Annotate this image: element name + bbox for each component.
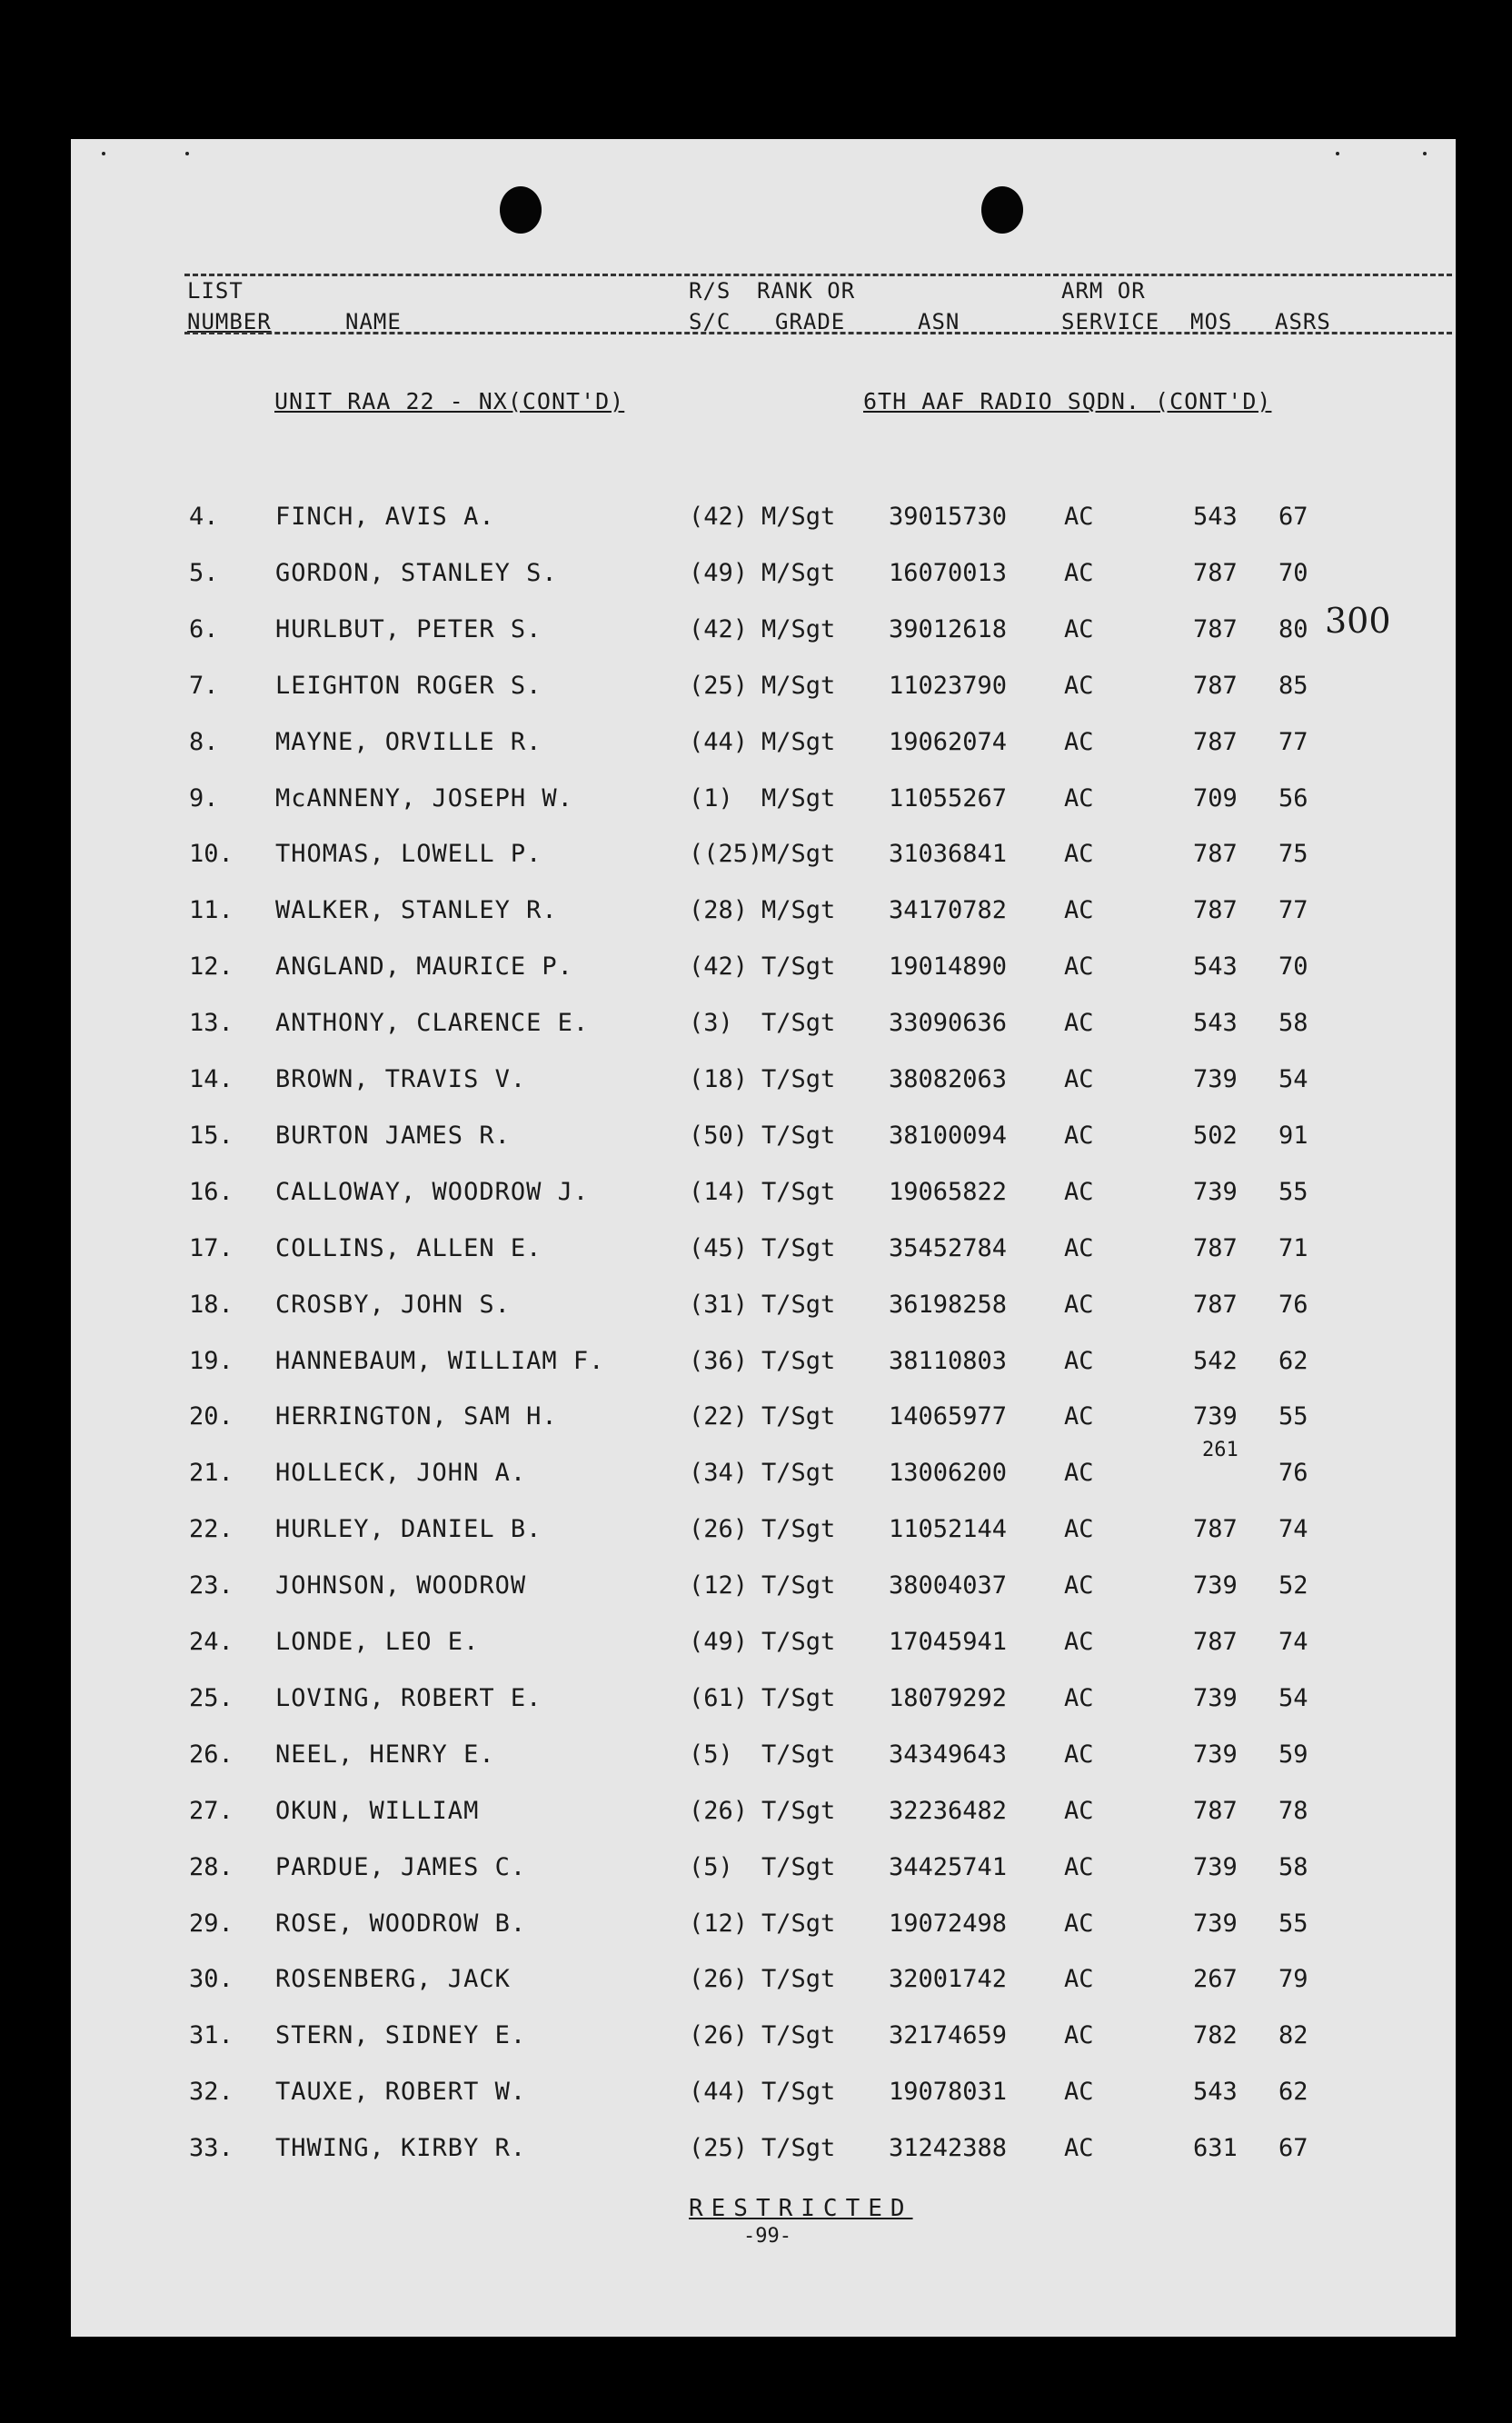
cell-name: JOHNSON, WOODROW	[275, 1571, 527, 1600]
cell-name: THOMAS, LOWELL P.	[275, 840, 542, 869]
cell-asn: 38110803	[889, 1346, 1008, 1375]
cell-arm: AC	[1064, 1121, 1094, 1150]
table-row	[71, 1225, 1456, 1281]
cell-asn: 34425741	[889, 1852, 1008, 1881]
cell-grade: M/Sgt	[761, 783, 836, 813]
cell-grade: M/Sgt	[761, 558, 836, 587]
cell-arm: AC	[1064, 896, 1094, 925]
table-row	[71, 1788, 1456, 1844]
cell-arm: AC	[1064, 727, 1094, 756]
restricted-label: RESTRICTED	[689, 2195, 913, 2222]
cell-no: 20.	[189, 1402, 234, 1431]
cell-no: 17.	[189, 1233, 234, 1262]
cell-arm: AC	[1064, 558, 1094, 587]
cell-no: 31.	[189, 2021, 234, 2050]
cell-no: 10.	[189, 840, 234, 869]
cell-mos: 739	[1193, 1571, 1238, 1600]
cell-no: 7.	[189, 671, 219, 700]
cell-rs: (3)	[689, 1009, 733, 1038]
cell-grade: T/Sgt	[761, 1233, 836, 1262]
cell-arm: AC	[1064, 503, 1094, 531]
cell-no: 29.	[189, 1909, 234, 1938]
cell-rs: (31)	[689, 1290, 749, 1319]
table-row	[71, 494, 1456, 550]
table-row	[71, 1450, 1456, 1506]
cell-arm: AC	[1064, 2134, 1094, 2163]
cell-arm: AC	[1064, 1346, 1094, 1375]
cell-name: GORDON, STANLEY S.	[275, 558, 558, 587]
cell-grade: T/Sgt	[761, 2134, 836, 2163]
cell-no: 19.	[189, 1346, 234, 1375]
cell-rs: (61)	[689, 1683, 749, 1712]
header-list-number: LIST NUMBER	[187, 278, 272, 334]
speck	[1336, 152, 1339, 155]
cell-mos: 787	[1193, 896, 1238, 925]
cell-asn: 31242388	[889, 2134, 1008, 2163]
cell-grade: T/Sgt	[761, 1515, 836, 1544]
cell-mos: 543	[1193, 2078, 1238, 2107]
cell-asn: 36198258	[889, 1290, 1008, 1319]
cell-asrs: 54	[1278, 1065, 1308, 1093]
table-row	[71, 719, 1456, 775]
cell-rs: (25)	[689, 671, 749, 700]
cell-rs: (5)	[689, 1852, 733, 1881]
cell-mos: 739	[1193, 1065, 1238, 1093]
cell-asrs: 52	[1278, 1571, 1308, 1600]
cell-rs: (42)	[689, 503, 749, 531]
cell-mos: 267	[1193, 1965, 1238, 1994]
speck	[1423, 152, 1427, 155]
cell-asrs: 77	[1278, 896, 1308, 925]
table-row	[71, 606, 1456, 663]
table-row	[71, 1619, 1456, 1675]
cell-rs: (49)	[689, 1628, 749, 1656]
cell-asn: 11023790	[889, 671, 1008, 700]
cell-no: 11.	[189, 896, 234, 925]
header-mos: MOS	[1190, 309, 1233, 334]
cell-mos: 787	[1193, 614, 1238, 643]
table-row	[71, 1338, 1456, 1394]
cell-arm: AC	[1064, 1852, 1094, 1881]
cell-mos: 739	[1193, 1683, 1238, 1712]
cell-no: 26.	[189, 1740, 234, 1769]
cell-grade: T/Sgt	[761, 1628, 836, 1656]
cell-asrs: 85	[1278, 671, 1308, 700]
cell-no: 28.	[189, 1852, 234, 1881]
cell-name: ROSENBERG, JACK	[275, 1965, 511, 1994]
table-row	[71, 2012, 1456, 2069]
table-row	[71, 1506, 1456, 1562]
cell-asn: 32001742	[889, 1965, 1008, 1994]
table-row	[71, 2125, 1456, 2181]
cell-asn: 19014890	[889, 952, 1008, 982]
cell-name: LEIGHTON ROGER S.	[275, 671, 542, 700]
cell-rs: (36)	[689, 1346, 749, 1375]
cell-grade: M/Sgt	[761, 727, 836, 756]
table-row	[71, 887, 1456, 943]
table-row	[71, 775, 1456, 832]
cell-asrs: 54	[1278, 1683, 1308, 1712]
header-name: NAME	[345, 309, 402, 334]
cell-name: FINCH, AVIS A.	[275, 503, 495, 531]
cell-no: 21.	[189, 1459, 234, 1488]
cell-mos: 787	[1193, 727, 1238, 756]
cell-asn: 39015730	[889, 503, 1008, 531]
cell-no: 23.	[189, 1571, 234, 1600]
cell-asrs: 74	[1278, 1628, 1308, 1656]
cell-asrs: 62	[1278, 2078, 1308, 2107]
cell-name: ROSE, WOODROW B.	[275, 1909, 527, 1938]
cell-mos: 787	[1193, 671, 1238, 700]
cell-mos: 542	[1193, 1346, 1238, 1375]
margin-note: 300	[1325, 601, 1391, 641]
document-page	[71, 139, 1456, 2337]
cell-grade: T/Sgt	[761, 1009, 836, 1038]
cell-name: McANNENY, JOSEPH W.	[275, 783, 573, 813]
cell-rs: (49)	[689, 558, 749, 587]
cell-grade: M/Sgt	[761, 840, 836, 869]
cell-grade: T/Sgt	[761, 1796, 836, 1825]
cell-mos: 543	[1193, 952, 1238, 982]
cell-arm: AC	[1064, 1796, 1094, 1825]
cell-no: 13.	[189, 1009, 234, 1038]
cell-arm: AC	[1064, 1740, 1094, 1769]
page-number: -99-	[743, 2225, 791, 2248]
cell-mos: 709	[1193, 783, 1238, 813]
cell-name: HERRINGTON, SAM H.	[275, 1402, 558, 1431]
cell-asn: 38082063	[889, 1065, 1008, 1093]
cell-grade: T/Sgt	[761, 1177, 836, 1206]
cell-asrs: 91	[1278, 1121, 1308, 1150]
cell-no: 12.	[189, 952, 234, 982]
cell-name: HURLBUT, PETER S.	[275, 614, 542, 643]
squadron-title: 6TH AAF RADIO SQDN. (CONT'D)	[863, 388, 1272, 414]
cell-grade: M/Sgt	[761, 503, 836, 531]
cell-grade: T/Sgt	[761, 1852, 836, 1881]
cell-name: COLLINS, ALLEN E.	[275, 1233, 542, 1262]
cell-name: HOLLECK, JOHN A.	[275, 1459, 527, 1488]
cell-asn: 14065977	[889, 1402, 1008, 1431]
cell-rs: (44)	[689, 2078, 749, 2107]
cell-grade: M/Sgt	[761, 896, 836, 925]
table-row	[71, 1956, 1456, 2012]
cell-asrs: 58	[1278, 1852, 1308, 1881]
cell-grade: T/Sgt	[761, 1683, 836, 1712]
table-row	[71, 831, 1456, 887]
cell-arm: AC	[1064, 614, 1094, 643]
cell-mos: 739	[1193, 1740, 1238, 1769]
speck	[185, 152, 189, 155]
cell-rs: (28)	[689, 896, 749, 925]
table-row	[71, 1731, 1456, 1788]
cell-rs: (42)	[689, 614, 749, 643]
cell-asn: 35452784	[889, 1233, 1008, 1262]
header-asn: ASN	[918, 309, 960, 334]
cell-no: 33.	[189, 2134, 234, 2163]
table-row	[71, 1056, 1456, 1112]
cell-rs: (18)	[689, 1065, 749, 1093]
cell-rs: (12)	[689, 1909, 749, 1938]
cell-asn: 19062074	[889, 727, 1008, 756]
cell-arm: AC	[1064, 671, 1094, 700]
table-row	[71, 1562, 1456, 1619]
cell-asrs: 55	[1278, 1177, 1308, 1206]
cell-no: 15.	[189, 1121, 234, 1150]
cell-asrs: 67	[1278, 503, 1308, 531]
cell-asrs: 77	[1278, 727, 1308, 756]
cell-grade: T/Sgt	[761, 1459, 836, 1488]
cell-asn: 13006200	[889, 1459, 1008, 1488]
cell-name: ANGLAND, MAURICE P.	[275, 952, 573, 982]
cell-asrs: 58	[1278, 1009, 1308, 1038]
cell-name: NEEL, HENRY E.	[275, 1740, 495, 1769]
cell-asn: 16070013	[889, 558, 1008, 587]
cell-rs: (42)	[689, 952, 749, 982]
cell-mos: 739	[1193, 1402, 1238, 1431]
cell-asn: 11052144	[889, 1515, 1008, 1544]
cell-name: CROSBY, JOHN S.	[275, 1290, 511, 1319]
cell-rs: (45)	[689, 1233, 749, 1262]
cell-rs: (1)	[689, 783, 733, 813]
cell-asrs: 82	[1278, 2021, 1308, 2050]
cell-name: MAYNE, ORVILLE R.	[275, 727, 542, 756]
cell-asn: 18079292	[889, 1683, 1008, 1712]
table-row	[71, 2069, 1456, 2125]
cell-name: STERN, SIDNEY E.	[275, 2021, 527, 2050]
header-rule-bottom	[184, 332, 1452, 334]
cell-arm: AC	[1064, 840, 1094, 869]
cell-asrs: 79	[1278, 1965, 1308, 1994]
cell-grade: T/Sgt	[761, 1065, 836, 1093]
cell-asrs: 67	[1278, 2134, 1308, 2163]
cell-no: 14.	[189, 1065, 234, 1093]
table-row	[71, 1675, 1456, 1731]
cell-arm: AC	[1064, 2021, 1094, 2050]
cell-mos: 739	[1193, 1177, 1238, 1206]
cell-name: LONDE, LEO E.	[275, 1628, 480, 1656]
cell-rs: (26)	[689, 1515, 749, 1544]
cell-no: 4.	[189, 503, 219, 531]
cell-arm: AC	[1064, 1065, 1094, 1093]
cell-asrs: 76	[1278, 1459, 1308, 1488]
cell-mos: 787	[1193, 1628, 1238, 1656]
cell-name: BROWN, TRAVIS V.	[275, 1065, 527, 1093]
cell-asn: 19072498	[889, 1909, 1008, 1938]
cell-arm: AC	[1064, 1571, 1094, 1600]
cell-name: CALLOWAY, WOODROW J.	[275, 1177, 590, 1206]
cell-no: 18.	[189, 1290, 234, 1319]
cell-name: WALKER, STANLEY R.	[275, 896, 558, 925]
cell-mos: 782	[1193, 2021, 1238, 2050]
cell-mos: 739	[1193, 1852, 1238, 1881]
cell-grade: T/Sgt	[761, 1290, 836, 1319]
cell-asrs: 55	[1278, 1909, 1308, 1938]
cell-name: OKUN, WILLIAM	[275, 1796, 480, 1825]
table-row	[71, 1000, 1456, 1056]
cell-asrs: 71	[1278, 1233, 1308, 1262]
cell-rs: (25)	[689, 2134, 749, 2163]
cell-asn: 17045941	[889, 1628, 1008, 1656]
cell-asrs: 80	[1278, 614, 1308, 643]
cell-mos: 502	[1193, 1121, 1238, 1150]
cell-grade: M/Sgt	[761, 614, 836, 643]
cell-name: THWING, KIRBY R.	[275, 2134, 527, 2163]
cell-asn: 32236482	[889, 1796, 1008, 1825]
cell-asn: 34349643	[889, 1740, 1008, 1769]
cell-no: 32.	[189, 2078, 234, 2107]
cell-no: 24.	[189, 1628, 234, 1656]
cell-grade: T/Sgt	[761, 1571, 836, 1600]
cell-asrs: 74	[1278, 1515, 1308, 1544]
cell-rs: (12)	[689, 1571, 749, 1600]
handwritten-mos-note: 261	[1202, 1439, 1238, 1461]
cell-arm: AC	[1064, 1683, 1094, 1712]
table-row	[71, 1112, 1456, 1169]
cell-grade: T/Sgt	[761, 1402, 836, 1431]
cell-no: 22.	[189, 1515, 234, 1544]
cell-grade: T/Sgt	[761, 1740, 836, 1769]
cell-name: TAUXE, ROBERT W.	[275, 2078, 527, 2107]
header-rs-sc: R/S S/C	[689, 278, 731, 334]
cell-rs: (26)	[689, 2021, 749, 2050]
cell-grade: T/Sgt	[761, 2078, 836, 2107]
cell-name: PARDUE, JAMES C.	[275, 1852, 527, 1881]
cell-no: 8.	[189, 727, 219, 756]
cell-no: 9.	[189, 783, 219, 813]
cell-rs: (26)	[689, 1796, 749, 1825]
cell-asrs: 76	[1278, 1290, 1308, 1319]
cell-arm: AC	[1064, 783, 1094, 813]
cell-mos: 787	[1193, 1290, 1238, 1319]
cell-no: 6.	[189, 614, 219, 643]
cell-asn: 33090636	[889, 1009, 1008, 1038]
cell-rs: (14)	[689, 1177, 749, 1206]
cell-arm: AC	[1064, 1628, 1094, 1656]
table-row	[71, 1844, 1456, 1900]
cell-asn: 19078031	[889, 2078, 1008, 2107]
cell-no: 27.	[189, 1796, 234, 1825]
cell-mos: 787	[1193, 1515, 1238, 1544]
cell-arm: AC	[1064, 1177, 1094, 1206]
cell-name: HANNEBAUM, WILLIAM F.	[275, 1346, 605, 1375]
cell-name: BURTON JAMES R.	[275, 1121, 511, 1150]
cell-asn: 38100094	[889, 1121, 1008, 1150]
cell-grade: T/Sgt	[761, 2021, 836, 2050]
cell-arm: AC	[1064, 1909, 1094, 1938]
cell-mos: 787	[1193, 558, 1238, 587]
cell-asn: 34170782	[889, 896, 1008, 925]
cell-mos: 543	[1193, 1009, 1238, 1038]
cell-asrs: 59	[1278, 1740, 1308, 1769]
punch-hole-left	[500, 186, 542, 234]
punch-hole-right	[981, 186, 1023, 234]
cell-mos: 739	[1193, 1909, 1238, 1938]
cell-asn: 19065822	[889, 1177, 1008, 1206]
header-arm-service: ARM OR SERVICE	[1061, 278, 1160, 334]
cell-asrs: 62	[1278, 1346, 1308, 1375]
cell-asn: 38004037	[889, 1571, 1008, 1600]
cell-name: LOVING, ROBERT E.	[275, 1683, 542, 1712]
cell-grade: M/Sgt	[761, 671, 836, 700]
cell-grade: T/Sgt	[761, 1121, 836, 1150]
cell-asrs: 70	[1278, 558, 1308, 587]
cell-grade: T/Sgt	[761, 1346, 836, 1375]
cell-asrs: 78	[1278, 1796, 1308, 1825]
header-rank-grade: RANK OR GRADE	[757, 278, 856, 334]
cell-asrs: 75	[1278, 840, 1308, 869]
table-row	[71, 1169, 1456, 1225]
table-row	[71, 663, 1456, 719]
cell-rs: (26)	[689, 1965, 749, 1994]
cell-asn: 11055267	[889, 783, 1008, 813]
cell-mos: 787	[1193, 1796, 1238, 1825]
cell-no: 5.	[189, 558, 219, 587]
cell-rs: (44)	[689, 727, 749, 756]
cell-asrs: 56	[1278, 783, 1308, 813]
cell-arm: AC	[1064, 1233, 1094, 1262]
cell-rs: ((25)	[689, 840, 763, 869]
cell-mos: 787	[1193, 1233, 1238, 1262]
cell-asrs: 70	[1278, 952, 1308, 982]
cell-grade: T/Sgt	[761, 1909, 836, 1938]
cell-rs: (5)	[689, 1740, 733, 1769]
cell-asn: 32174659	[889, 2021, 1008, 2050]
cell-arm: AC	[1064, 2078, 1094, 2107]
cell-arm: AC	[1064, 1515, 1094, 1544]
cell-no: 30.	[189, 1965, 234, 1994]
cell-asrs: 55	[1278, 1402, 1308, 1431]
cell-asn: 39012618	[889, 614, 1008, 643]
cell-no: 16.	[189, 1177, 234, 1206]
table-row	[71, 1281, 1456, 1338]
cell-no: 25.	[189, 1683, 234, 1712]
table-row	[71, 943, 1456, 1000]
table-row	[71, 550, 1456, 606]
cell-arm: AC	[1064, 952, 1094, 982]
cell-name: ANTHONY, CLARENCE E.	[275, 1009, 590, 1038]
cell-mos: 631	[1193, 2134, 1238, 2163]
cell-asn: 31036841	[889, 840, 1008, 869]
cell-rs: (22)	[689, 1402, 749, 1431]
header-asrs: ASRS	[1275, 309, 1331, 334]
cell-rs: (50)	[689, 1121, 749, 1150]
cell-mos: 543	[1193, 503, 1238, 531]
table-row	[71, 1393, 1456, 1450]
table-row	[71, 1900, 1456, 1957]
cell-mos: 787	[1193, 840, 1238, 869]
cell-grade: T/Sgt	[761, 1965, 836, 1994]
cell-grade: T/Sgt	[761, 952, 836, 982]
cell-arm: AC	[1064, 1009, 1094, 1038]
cell-rs: (34)	[689, 1459, 749, 1488]
cell-arm: AC	[1064, 1459, 1094, 1488]
speck	[102, 152, 105, 155]
unit-title: UNIT RAA 22 - NX(CONT'D)	[274, 388, 625, 414]
cell-arm: AC	[1064, 1402, 1094, 1431]
cell-arm: AC	[1064, 1965, 1094, 1994]
cell-name: HURLEY, DANIEL B.	[275, 1515, 542, 1544]
cell-arm: AC	[1064, 1290, 1094, 1319]
